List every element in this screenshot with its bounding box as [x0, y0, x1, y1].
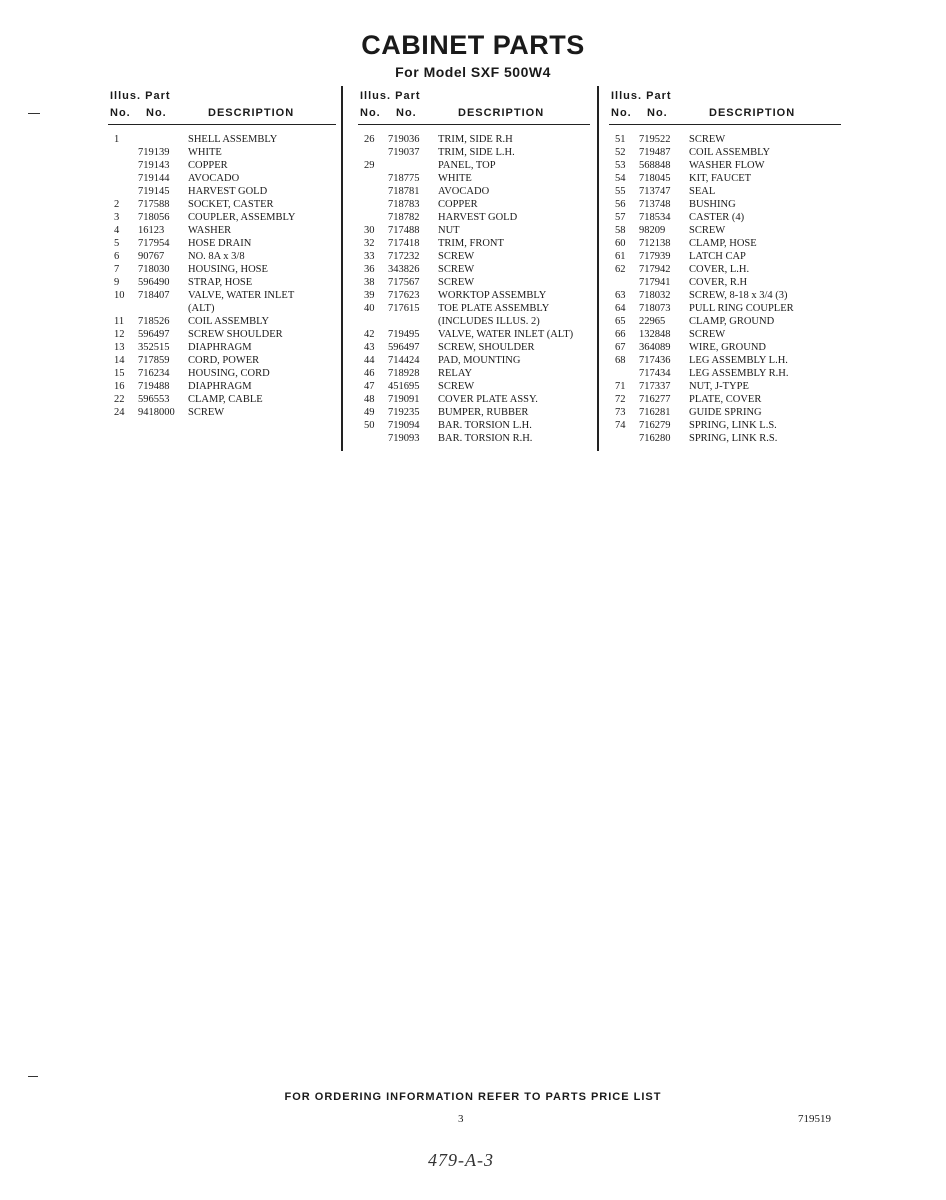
parts-column-2 [358, 88, 590, 445]
parts-row [108, 354, 336, 367]
part-number: 568848 [639, 160, 671, 171]
part-number: 719091 [388, 394, 420, 405]
illus-number: 40 [364, 303, 375, 314]
part-description: LEG ASSEMBLY R.H. [689, 368, 789, 379]
parts-row [609, 328, 841, 341]
part-number: 719093 [388, 433, 420, 444]
part-no-header: No. [146, 107, 167, 119]
illus-number: 38 [364, 277, 375, 288]
illus-number: 13 [114, 342, 125, 353]
illus-number: 24 [114, 407, 125, 418]
column-header [358, 88, 590, 125]
part-number: 719145 [138, 186, 170, 197]
part-number: 719143 [138, 160, 170, 171]
illus-number: 39 [364, 290, 375, 301]
part-number: 717436 [639, 355, 671, 366]
part-description: STRAP, HOSE [188, 277, 253, 288]
parts-row [358, 419, 590, 432]
part-number: 719037 [388, 147, 420, 158]
illus-number: 63 [615, 290, 626, 301]
part-number: 98209 [639, 225, 666, 236]
part-description: SHELL ASSEMBLY [188, 134, 278, 145]
parts-row [609, 250, 841, 263]
part-description: SOCKET, CASTER [188, 199, 274, 210]
illus-number: 46 [364, 368, 375, 379]
illus-part-header: Illus. Part [110, 90, 171, 102]
illus-number: 65 [615, 316, 626, 327]
illus-number: 55 [615, 186, 626, 197]
illus-no-header: No. [360, 107, 381, 119]
part-description: TRIM, SIDE R.H [438, 134, 513, 145]
part-description: WORKTOP ASSEMBLY [438, 290, 547, 301]
parts-row [358, 341, 590, 354]
illus-number: 1 [114, 134, 120, 145]
part-description: NO. 8A x 3/8 [188, 251, 245, 262]
part-number: 719144 [138, 173, 170, 184]
illus-number: 50 [364, 420, 375, 431]
parts-row [609, 185, 841, 198]
illus-number: 7 [114, 264, 120, 275]
parts-row [358, 406, 590, 419]
part-number: 717623 [388, 290, 420, 301]
parts-row [108, 198, 336, 211]
part-description: WHITE [188, 147, 222, 158]
parts-row [609, 302, 841, 315]
parts-row [108, 328, 336, 341]
part-number: 718407 [138, 290, 170, 301]
part-number: 716280 [639, 433, 671, 444]
illus-number: 9 [114, 277, 120, 288]
page-title: CABINET PARTS [361, 30, 585, 60]
illus-number: 29 [364, 160, 375, 171]
parts-row [108, 302, 336, 315]
part-number: 132848 [639, 329, 671, 340]
part-description: SPRING, LINK L.S. [689, 420, 777, 431]
illus-number: 36 [364, 264, 375, 275]
illus-number: 57 [615, 212, 626, 223]
illus-number: 51 [615, 134, 626, 145]
parts-row [609, 263, 841, 276]
handwritten-note: 479-A-3 [428, 1150, 494, 1170]
part-description: PLATE, COVER [689, 394, 762, 405]
parts-row [108, 211, 336, 224]
illus-number: 49 [364, 407, 375, 418]
parts-row [358, 302, 590, 315]
part-description: DIAPHRAGM [188, 342, 252, 353]
parts-column-3 [609, 88, 841, 445]
part-number: 717488 [388, 225, 420, 236]
margin-mark [28, 113, 40, 114]
part-description: HOSE DRAIN [188, 238, 252, 249]
parts-row [609, 380, 841, 393]
part-number: 717434 [639, 368, 671, 379]
part-number: 352515 [138, 342, 170, 353]
part-number: 16123 [138, 225, 165, 236]
part-description: PANEL, TOP [438, 160, 496, 171]
illus-number: 48 [364, 394, 375, 405]
parts-row [358, 289, 590, 302]
parts-row [358, 432, 590, 445]
parts-row [609, 159, 841, 172]
part-number: 716234 [138, 368, 170, 379]
part-description: VALVE, WATER INLET (ALT) [438, 329, 574, 340]
parts-row [358, 276, 590, 289]
part-description: AVOCADO [438, 186, 490, 197]
part-description: (INCLUDES ILLUS. 2) [438, 316, 540, 327]
parts-row [609, 367, 841, 380]
part-description: KIT, FAUCET [689, 173, 752, 184]
illus-no-header: No. [611, 107, 632, 119]
part-number: 364089 [639, 342, 671, 353]
illus-number: 53 [615, 160, 626, 171]
parts-row [609, 237, 841, 250]
part-number: 596497 [388, 342, 420, 353]
part-description: CLAMP, GROUND [689, 316, 775, 327]
parts-row [108, 250, 336, 263]
part-description: SCREW [438, 251, 475, 262]
part-description: CORD, POWER [188, 355, 260, 366]
part-number: 716279 [639, 420, 671, 431]
parts-row [108, 224, 336, 237]
part-number: 596497 [138, 329, 170, 340]
illus-number: 16 [114, 381, 125, 392]
part-description: SCREW SHOULDER [188, 329, 283, 340]
parts-row [358, 380, 590, 393]
illus-number: 60 [615, 238, 626, 249]
illus-number: 4 [114, 225, 120, 236]
illus-number: 3 [114, 212, 120, 223]
part-number: 343826 [388, 264, 420, 275]
part-description: TRIM, FRONT [438, 238, 504, 249]
illus-number: 5 [114, 238, 120, 249]
part-number: 717859 [138, 355, 170, 366]
part-description: LEG ASSEMBLY L.H. [689, 355, 788, 366]
illus-number: 32 [364, 238, 375, 249]
part-description: CLAMP, CABLE [188, 394, 263, 405]
part-description: SCREW, SHOULDER [438, 342, 535, 353]
illus-number: 64 [615, 303, 626, 314]
part-no-header: No. [647, 107, 668, 119]
illus-number: 12 [114, 329, 125, 340]
parts-row [108, 315, 336, 328]
parts-row [108, 172, 336, 185]
part-description: LATCH CAP [689, 251, 746, 262]
part-description: (ALT) [188, 303, 215, 314]
parts-row [609, 289, 841, 302]
part-number: 718030 [138, 264, 170, 275]
part-number: 719235 [388, 407, 420, 418]
part-number: 718073 [639, 303, 671, 314]
part-description: COPPER [438, 199, 478, 210]
illus-number: 52 [615, 147, 626, 158]
illus-number: 72 [615, 394, 626, 405]
parts-row [609, 419, 841, 432]
part-description: CASTER (4) [689, 212, 745, 223]
parts-column-1 [108, 88, 336, 419]
parts-row [108, 367, 336, 380]
part-number: 9418000 [138, 407, 175, 418]
illus-number: 22 [114, 394, 125, 405]
part-description: COVER, R.H [689, 277, 748, 288]
parts-row [358, 315, 590, 328]
part-description: TRIM, SIDE L.H. [438, 147, 515, 158]
part-description: HARVEST GOLD [438, 212, 518, 223]
parts-row [108, 380, 336, 393]
part-number: 719487 [639, 147, 671, 158]
illus-number: 56 [615, 199, 626, 210]
part-number: 713747 [639, 186, 671, 197]
part-description: SCREW [188, 407, 225, 418]
part-number: 717232 [388, 251, 420, 262]
part-description: SCREW, 8-18 x 3/4 (3) [689, 290, 788, 301]
description-header: DESCRIPTION [208, 107, 295, 119]
illus-number: 26 [364, 134, 375, 145]
part-number: 451695 [388, 381, 420, 392]
parts-row [358, 393, 590, 406]
part-number: 717337 [639, 381, 671, 392]
part-number: 719495 [388, 329, 420, 340]
part-number: 718045 [639, 173, 671, 184]
illus-number: 11 [114, 316, 125, 327]
parts-row [358, 159, 590, 172]
description-header: DESCRIPTION [709, 107, 796, 119]
part-description: BAR. TORSION L.H. [438, 420, 532, 431]
illus-number: 71 [615, 381, 626, 392]
part-description: SCREW [438, 381, 475, 392]
part-number: 719036 [388, 134, 420, 145]
part-description: WIRE, GROUND [689, 342, 766, 353]
part-number: 719522 [639, 134, 671, 145]
part-number: 717588 [138, 199, 170, 210]
part-description: SCREW [689, 134, 726, 145]
part-number: 717418 [388, 238, 420, 249]
illus-number: 15 [114, 368, 125, 379]
parts-row [358, 224, 590, 237]
part-number: 718032 [639, 290, 671, 301]
parts-row [108, 263, 336, 276]
part-number: 716277 [639, 394, 671, 405]
illus-number: 42 [364, 329, 375, 340]
part-description: BAR. TORSION R.H. [438, 433, 533, 444]
part-description: HOUSING, CORD [188, 368, 270, 379]
illus-number: 33 [364, 251, 375, 262]
parts-row [609, 133, 841, 146]
parts-row [609, 146, 841, 159]
part-description: NUT [438, 225, 460, 236]
parts-row [358, 367, 590, 380]
parts-row [609, 211, 841, 224]
illus-part-header: Illus. Part [360, 90, 421, 102]
part-description: COPPER [188, 160, 228, 171]
part-number: 718056 [138, 212, 170, 223]
part-number: 717954 [138, 238, 170, 249]
illus-number: 30 [364, 225, 375, 236]
column-header [609, 88, 841, 125]
part-number: 718526 [138, 316, 170, 327]
parts-row [358, 263, 590, 276]
part-number: 596490 [138, 277, 170, 288]
illus-no-header: No. [110, 107, 131, 119]
part-number: 717941 [639, 277, 671, 288]
parts-row [358, 211, 590, 224]
illus-number: 14 [114, 355, 125, 366]
part-number: 717567 [388, 277, 420, 288]
part-number: 718782 [388, 212, 420, 223]
part-number: 717942 [639, 264, 671, 275]
parts-row [609, 393, 841, 406]
part-description: AVOCADO [188, 173, 240, 184]
illus-number: 73 [615, 407, 626, 418]
part-number: 719488 [138, 381, 170, 392]
parts-row [108, 341, 336, 354]
parts-row [108, 393, 336, 406]
illus-part-header: Illus. Part [611, 90, 672, 102]
illus-number: 66 [615, 329, 626, 340]
part-description: DIAPHRAGM [188, 381, 252, 392]
part-description: HARVEST GOLD [188, 186, 268, 197]
part-description: SCREW [689, 225, 726, 236]
parts-row [609, 224, 841, 237]
part-description: COIL ASSEMBLY [188, 316, 270, 327]
part-description: NUT, J-TYPE [689, 381, 749, 392]
parts-row [358, 146, 590, 159]
part-description: SPRING, LINK R.S. [689, 433, 778, 444]
parts-row [108, 159, 336, 172]
parts-row [358, 133, 590, 146]
parts-row [609, 406, 841, 419]
illus-number: 43 [364, 342, 375, 353]
part-description: WASHER FLOW [689, 160, 765, 171]
parts-row [108, 406, 336, 419]
part-description: HOUSING, HOSE [188, 264, 268, 275]
illus-number: 62 [615, 264, 626, 275]
part-description: BUMPER, RUBBER [438, 407, 529, 418]
parts-row [358, 237, 590, 250]
part-number: 718783 [388, 199, 420, 210]
parts-row [609, 172, 841, 185]
parts-row [358, 172, 590, 185]
part-description: CLAMP, HOSE [689, 238, 757, 249]
parts-list [358, 125, 590, 445]
document-number: 719519 [798, 1113, 831, 1125]
parts-list [609, 125, 841, 445]
illus-number: 54 [615, 173, 626, 184]
part-number: 22965 [639, 316, 666, 327]
parts-row [609, 354, 841, 367]
parts-row [108, 289, 336, 302]
parts-row [609, 315, 841, 328]
parts-row [358, 354, 590, 367]
part-description: WASHER [188, 225, 232, 236]
part-description: PAD, MOUNTING [438, 355, 521, 366]
part-number: 716281 [639, 407, 671, 418]
part-number: 717615 [388, 303, 420, 314]
part-number: 718928 [388, 368, 420, 379]
part-number: 713748 [639, 199, 671, 210]
part-description: VALVE, WATER INLET [188, 290, 295, 301]
illus-number: 47 [364, 381, 375, 392]
description-header: DESCRIPTION [458, 107, 545, 119]
illus-number: 10 [114, 290, 125, 301]
part-description: TOE PLATE ASSEMBLY [438, 303, 550, 314]
part-description: COVER, L.H. [689, 264, 750, 275]
parts-row [108, 133, 336, 146]
parts-row [358, 328, 590, 341]
parts-row [609, 341, 841, 354]
illus-number: 68 [615, 355, 626, 366]
part-description: WHITE [438, 173, 472, 184]
part-number: 718775 [388, 173, 420, 184]
part-number: 718781 [388, 186, 420, 197]
column-divider-1 [341, 86, 343, 451]
parts-row [609, 276, 841, 289]
part-description: COUPLER, ASSEMBLY [188, 212, 296, 223]
parts-row [358, 185, 590, 198]
parts-row [358, 198, 590, 211]
part-description: PULL RING COUPLER [689, 303, 794, 314]
model-subtitle: For Model SXF 500W4 [395, 64, 551, 80]
parts-row [108, 185, 336, 198]
part-number: 712138 [639, 238, 671, 249]
parts-row [358, 250, 590, 263]
parts-row [609, 198, 841, 211]
column-divider-2 [597, 86, 599, 451]
illus-number: 74 [615, 420, 626, 431]
part-number: 714424 [388, 355, 420, 366]
part-number: 718534 [639, 212, 671, 223]
part-number: 719139 [138, 147, 170, 158]
part-description: SCREW [438, 277, 475, 288]
parts-list [108, 125, 336, 419]
parts-row [108, 146, 336, 159]
part-number: 717939 [639, 251, 671, 262]
part-description: SCREW [689, 329, 726, 340]
ordering-info: FOR ORDERING INFORMATION REFER TO PARTS PRICE LIST [284, 1091, 662, 1103]
part-no-header: No. [396, 107, 417, 119]
column-header [108, 88, 336, 125]
part-number: 90767 [138, 251, 165, 262]
illus-number: 67 [615, 342, 626, 353]
part-number: 596553 [138, 394, 170, 405]
page-number: 3 [458, 1113, 464, 1125]
part-description: SCREW [438, 264, 475, 275]
illus-number: 2 [114, 199, 120, 210]
part-description: SEAL [689, 186, 716, 197]
illus-number: 61 [615, 251, 626, 262]
margin-mark [28, 1076, 38, 1077]
part-number: 719094 [388, 420, 420, 431]
parts-row [108, 276, 336, 289]
illus-number: 58 [615, 225, 626, 236]
part-description: COVER PLATE ASSY. [438, 394, 538, 405]
part-description: GUIDE SPRING [689, 407, 762, 418]
parts-row [609, 432, 841, 445]
illus-number: 44 [364, 355, 375, 366]
part-description: BUSHING [689, 199, 736, 210]
part-description: RELAY [438, 368, 473, 379]
part-description: COIL ASSEMBLY [689, 147, 771, 158]
illus-number: 6 [114, 251, 120, 262]
parts-row [108, 237, 336, 250]
